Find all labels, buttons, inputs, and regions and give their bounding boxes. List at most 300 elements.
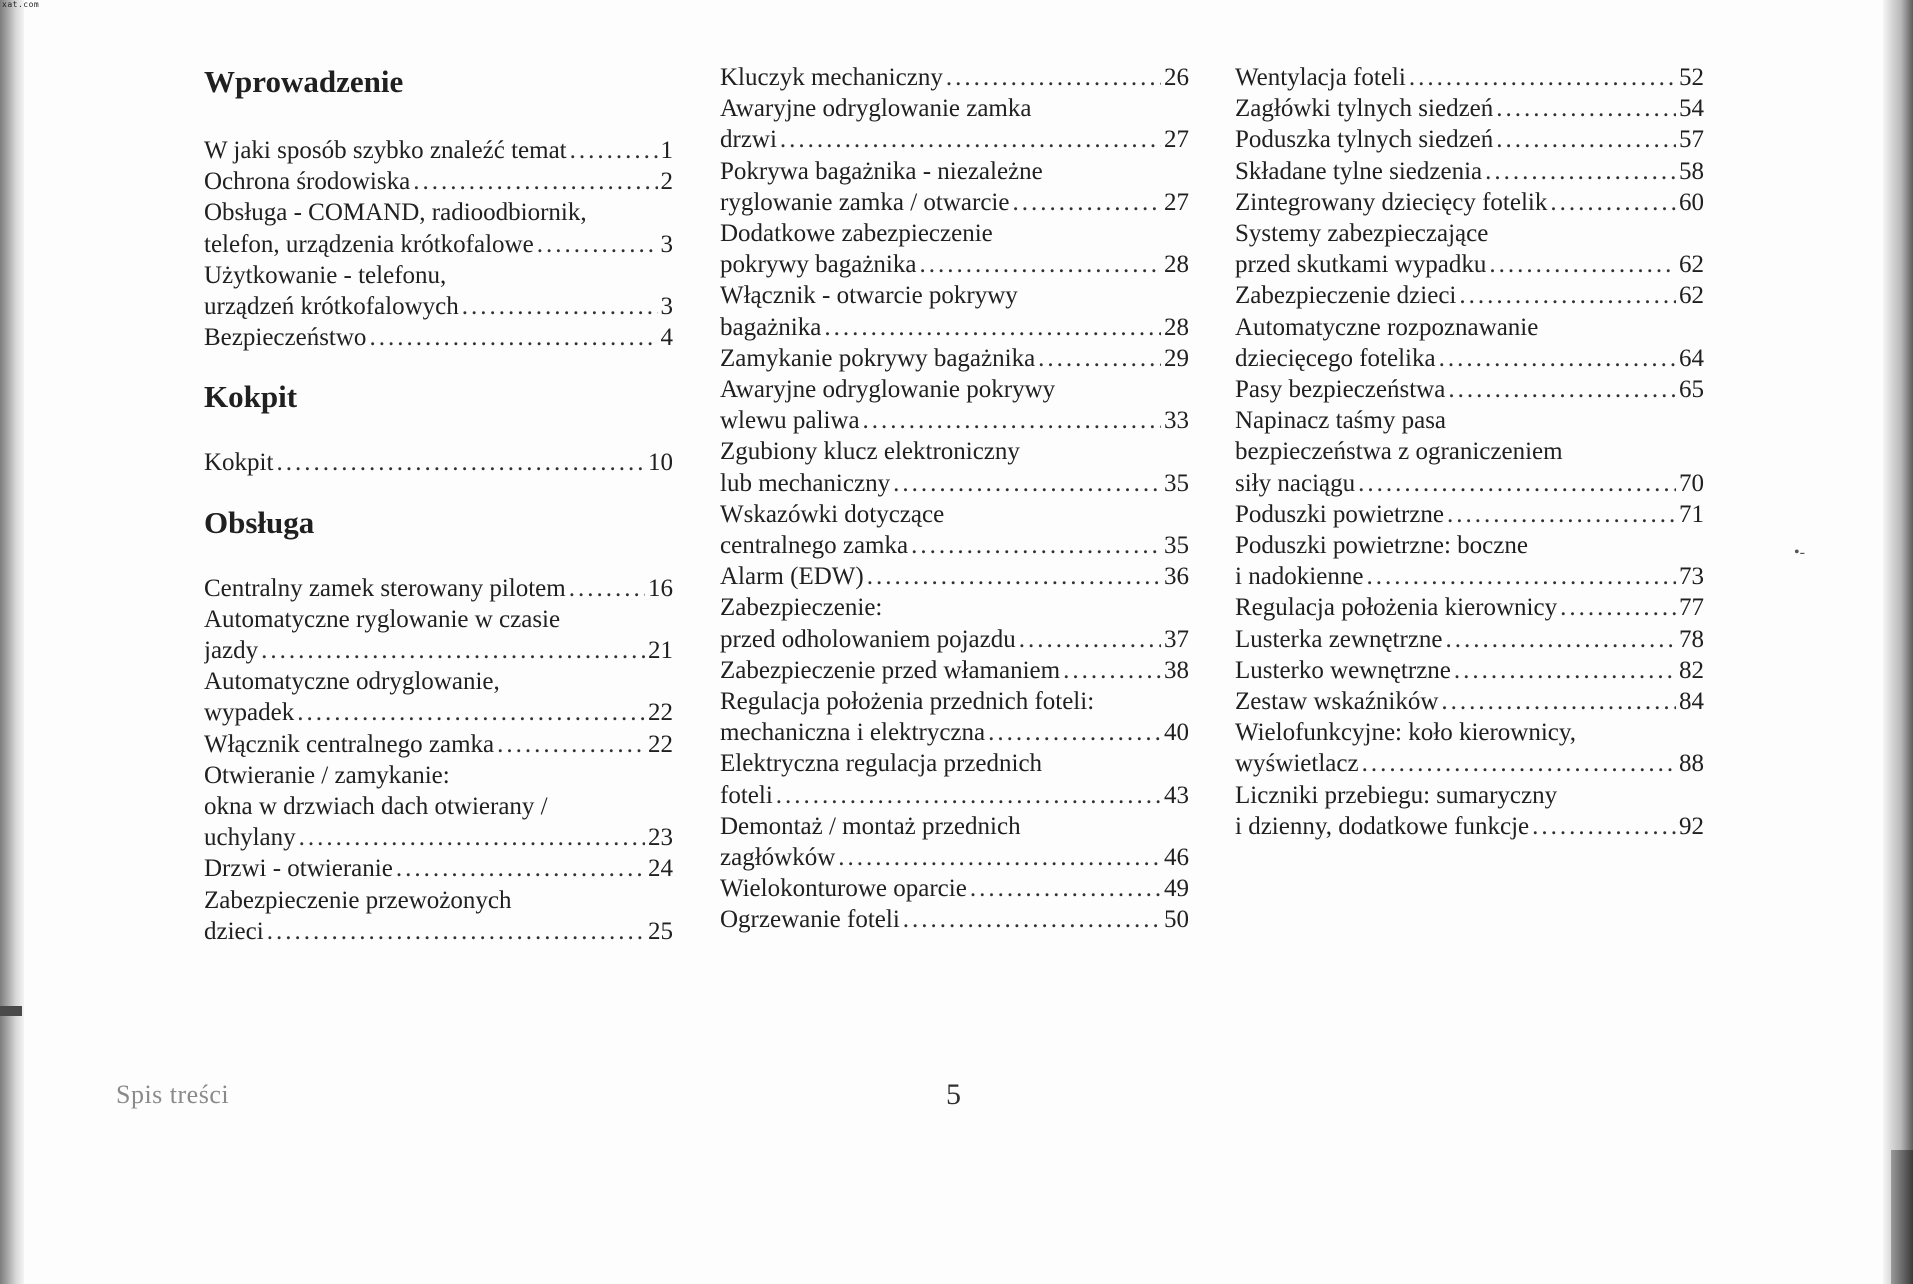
toc-entry-title: Obsługa - COMAND, radioodbiornik, xyxy=(204,199,587,227)
toc-entry[interactable] xyxy=(1235,499,1704,530)
toc-entry[interactable] xyxy=(720,218,1189,280)
toc-entry-line xyxy=(204,760,673,791)
toc-entry-title: Włącznik - otwarcie pokrywy xyxy=(720,282,1018,310)
toc-entry-line xyxy=(1235,655,1704,686)
toc-page-number: 35 xyxy=(1164,469,1189,497)
toc-entry-line xyxy=(720,592,1189,623)
toc-entry-title: Bezpieczeństwo xyxy=(204,324,367,352)
binding-mark xyxy=(0,1006,22,1016)
scan-watermark: xat.com xyxy=(2,0,40,9)
toc-column-1 xyxy=(204,62,673,947)
leader-dots xyxy=(570,135,658,166)
toc-page-number: 1 xyxy=(660,137,673,164)
leader-dots xyxy=(903,904,1161,935)
leader-dots xyxy=(1550,187,1676,218)
page-edge-shadow xyxy=(1891,1150,1913,1284)
section-heading: Wprowadzenie xyxy=(204,64,404,99)
toc-entry-line xyxy=(720,499,1189,530)
toc-page-number: 84 xyxy=(1679,688,1704,716)
toc-entry-line xyxy=(1235,374,1704,405)
toc-entry[interactable] xyxy=(1235,312,1704,374)
toc-entry-line xyxy=(720,717,1189,748)
toc-entry-title: foteli xyxy=(720,781,773,809)
toc-entry[interactable] xyxy=(720,156,1189,218)
toc-entry[interactable] xyxy=(1235,624,1704,655)
toc-entry[interactable] xyxy=(204,853,673,884)
leader-dots xyxy=(911,530,1161,561)
leader-dots xyxy=(893,468,1161,499)
section-heading: Obsługa xyxy=(204,504,315,540)
toc-entry-line xyxy=(1235,499,1704,530)
toc-entry[interactable] xyxy=(204,260,673,322)
leader-dots xyxy=(1038,343,1161,374)
toc-entry[interactable] xyxy=(720,62,1189,93)
toc-entry-title: Wskazówki dotyczące xyxy=(720,500,945,528)
toc-entry-line xyxy=(204,135,673,166)
toc-entry-line xyxy=(204,666,673,697)
toc-page-number: 71 xyxy=(1679,500,1704,528)
leader-dots xyxy=(1441,686,1676,717)
toc-entry-line xyxy=(1235,405,1704,436)
leader-dots xyxy=(1560,592,1676,623)
toc-entry-title: Regulacja położenia przednich foteli: xyxy=(720,688,1095,716)
leader-dots xyxy=(569,573,645,604)
toc-page-number: 78 xyxy=(1679,625,1704,653)
toc-entry[interactable] xyxy=(1235,187,1704,218)
toc-entry-line xyxy=(720,811,1189,842)
leader-dots xyxy=(413,166,657,197)
toc-entry-title: Napinacz taśmy pasa xyxy=(1235,407,1447,435)
section-heading: Kokpit xyxy=(204,379,298,415)
toc-entry-title: pokrywy bagażnika xyxy=(720,251,917,279)
toc-entry-title: przed skutkami wypadku xyxy=(1235,251,1487,279)
toc-entry-title: W jaki sposób szybko znaleźć temat xyxy=(204,137,567,164)
toc-entry-title: Składane tylne siedzenia xyxy=(1235,157,1483,185)
toc-page-number: 36 xyxy=(1164,563,1189,591)
toc-entry-title: Regulacja położenia kierownicy xyxy=(1235,594,1558,622)
toc-entry-title: Demontaż / montaż przednich xyxy=(720,812,1021,840)
toc-entry-line xyxy=(1235,343,1704,374)
toc-entry[interactable] xyxy=(1235,280,1704,311)
toc-column-2 xyxy=(720,62,1189,936)
toc-page-number: 2 xyxy=(660,168,673,196)
toc-entry-title: Wentylacja foteli xyxy=(1235,64,1406,91)
toc-entry-line xyxy=(204,229,673,260)
toc-entry-line xyxy=(1235,748,1704,779)
toc-entry-line xyxy=(1235,686,1704,717)
toc-entry-line xyxy=(1235,312,1704,343)
toc-page-number: 27 xyxy=(1164,188,1189,216)
leader-dots xyxy=(1489,249,1676,280)
toc-entry[interactable] xyxy=(720,904,1189,935)
toc-entry[interactable] xyxy=(204,447,673,478)
toc-page-number: 49 xyxy=(1164,875,1189,903)
toc-entry-line xyxy=(720,686,1189,717)
toc-page-number: 62 xyxy=(1679,282,1704,310)
toc-page-number: 57 xyxy=(1679,126,1704,154)
toc-entry[interactable] xyxy=(720,374,1189,436)
toc-entry-title: jazdy xyxy=(204,637,259,665)
toc-page-number: 3 xyxy=(660,230,673,258)
toc-entry-title: Pokrywa bagażnika - niezależne xyxy=(720,157,1043,185)
toc-entry-title: Zabezpieczenie: xyxy=(720,594,883,622)
toc-entry-title: dzieci xyxy=(204,917,264,945)
toc-entry-title: Zabezpieczenie dzieci xyxy=(1235,282,1457,310)
leader-dots xyxy=(824,312,1161,343)
leader-dots xyxy=(1019,624,1161,655)
toc-entry-line xyxy=(1235,249,1704,280)
toc-entry-title: bezpieczeństwa z ograniczeniem xyxy=(1235,438,1563,466)
toc-entry-line xyxy=(720,124,1189,155)
toc-entry-line xyxy=(1235,436,1704,467)
toc-entry[interactable] xyxy=(204,135,673,166)
leader-dots xyxy=(970,873,1161,904)
toc-page-number: 92 xyxy=(1679,812,1704,840)
toc-entry-line xyxy=(720,842,1189,873)
toc-entry-line xyxy=(720,436,1189,467)
toc-entry-line xyxy=(720,655,1189,686)
toc-page-number: 22 xyxy=(648,699,673,727)
toc-entry-line xyxy=(1235,561,1704,592)
toc-entry-line xyxy=(720,468,1189,499)
leader-dots xyxy=(1496,93,1676,124)
toc-entry-title: Automatyczne ryglowanie w czasie xyxy=(204,605,561,633)
toc-entry-line xyxy=(720,62,1189,93)
toc-entry-line xyxy=(1235,530,1704,561)
toc-entry[interactable] xyxy=(1235,374,1704,405)
toc-entry-title: Użytkowanie - telefonu, xyxy=(204,261,447,289)
toc-entry[interactable] xyxy=(204,760,673,854)
leader-dots xyxy=(1362,748,1676,779)
toc-entry-title: ryglowanie zamka / otwarcie xyxy=(720,188,1010,216)
toc-entry-line xyxy=(1235,624,1704,655)
toc-entry-title: Awaryjne odryglowanie zamka xyxy=(720,95,1032,123)
toc-entry-title: Zamykanie pokrywy bagażnika xyxy=(720,344,1036,372)
toc-entry[interactable] xyxy=(720,93,1189,155)
leader-dots xyxy=(1485,156,1676,187)
toc-entry-line xyxy=(1235,62,1704,93)
toc-entry[interactable] xyxy=(204,197,673,259)
toc-entry-line xyxy=(204,697,673,728)
toc-page-number: 26 xyxy=(1164,64,1189,91)
toc-entry[interactable] xyxy=(720,748,1189,810)
leader-dots xyxy=(396,853,645,884)
toc-page-number: 50 xyxy=(1164,906,1189,934)
toc-entry-line xyxy=(720,904,1189,935)
toc-entry-title: okna w drzwiach dach otwierany / xyxy=(204,793,548,821)
toc-entry-line xyxy=(720,249,1189,280)
toc-entry-line xyxy=(204,166,673,197)
toc-entry[interactable] xyxy=(1235,93,1704,124)
toc-entry-line xyxy=(204,291,673,322)
toc-page-number: 60 xyxy=(1679,188,1704,216)
toc-page-number: 58 xyxy=(1679,157,1704,185)
toc-entry[interactable] xyxy=(720,499,1189,561)
toc-entry-title: Kokpit xyxy=(204,449,274,477)
toc-entry-line xyxy=(204,791,673,822)
toc-entry-line xyxy=(720,312,1189,343)
toc-entry[interactable] xyxy=(720,811,1189,873)
toc-page-number: 21 xyxy=(648,637,673,665)
toc-entry-title: Poduszka tylnych siedzeń xyxy=(1235,126,1494,154)
toc-entry-title: przed odholowaniem pojazdu xyxy=(720,625,1016,653)
toc-entry-line xyxy=(1235,187,1704,218)
toc-entry[interactable] xyxy=(720,592,1189,654)
toc-entry-title: Zagłówki tylnych siedzeń xyxy=(1235,95,1494,123)
page-number: 5 xyxy=(946,1078,961,1111)
leader-dots xyxy=(1409,62,1676,93)
toc-entry-title: Poduszki powietrzne: boczne xyxy=(1235,532,1528,560)
toc-entry-title: Kluczyk mechaniczny xyxy=(720,64,943,91)
toc-entry-line xyxy=(1235,218,1704,249)
toc-entry-line xyxy=(204,729,673,760)
leader-dots xyxy=(1446,624,1676,655)
toc-entry-line xyxy=(204,322,673,353)
leader-dots xyxy=(1447,499,1676,530)
leader-dots xyxy=(863,405,1161,436)
toc-entry-line xyxy=(720,873,1189,904)
toc-entry-line xyxy=(720,748,1189,779)
leader-dots xyxy=(1358,468,1676,499)
toc-entry-title: Alarm (EDW) xyxy=(720,563,864,591)
toc-entry-line xyxy=(1235,93,1704,124)
toc-entry-title: Lusterko wewnętrzne xyxy=(1235,656,1451,684)
toc-entry-title: Drzwi - otwieranie xyxy=(204,855,393,883)
toc-entry[interactable] xyxy=(720,343,1189,374)
toc-entry[interactable] xyxy=(204,885,673,947)
toc-entry-line xyxy=(204,197,673,228)
toc-entry-title: Automatyczne rozpoznawanie xyxy=(1235,313,1539,341)
toc-page-number: 64 xyxy=(1679,344,1704,372)
toc-entry[interactable] xyxy=(1235,780,1704,842)
leader-dots xyxy=(1454,655,1676,686)
toc-entry-line xyxy=(204,260,673,291)
toc-page-number: 22 xyxy=(648,730,673,758)
toc-entry-title: Lusterka zewnętrzne xyxy=(1235,625,1443,653)
toc-entry[interactable] xyxy=(204,166,673,197)
toc-column-3 xyxy=(1235,62,1704,842)
toc-entry-title: Automatyczne odryglowanie, xyxy=(204,668,500,696)
toc-entry-line xyxy=(1235,124,1704,155)
toc-entry-line xyxy=(1235,468,1704,499)
leader-dots xyxy=(1439,343,1676,374)
toc-entry-title: mechaniczna i elektryczna xyxy=(720,719,986,747)
toc-entry[interactable] xyxy=(720,561,1189,592)
toc-page-number: 3 xyxy=(660,293,673,321)
toc-entry[interactable] xyxy=(1235,156,1704,187)
toc-page-number: 40 xyxy=(1164,719,1189,747)
toc-entry-line xyxy=(1235,280,1704,311)
toc-entry-title: Otwieranie / zamykanie: xyxy=(204,761,450,789)
toc-entry-line xyxy=(204,885,673,916)
toc-entry[interactable] xyxy=(1235,124,1704,155)
toc-entry-title: telefon, urządzenia krótkofalowe xyxy=(204,230,534,258)
toc-entry[interactable] xyxy=(1235,405,1704,499)
toc-page-number: 38 xyxy=(1164,656,1189,684)
toc-entry-line xyxy=(720,561,1189,592)
leader-dots xyxy=(1496,124,1676,155)
toc-page-number: 88 xyxy=(1679,750,1704,778)
toc-page-number: 27 xyxy=(1164,126,1189,154)
toc-entry-title: wlewu paliwa xyxy=(720,407,860,435)
toc-entry[interactable] xyxy=(1235,717,1704,779)
toc-entry-line xyxy=(1235,811,1704,842)
toc-entry[interactable] xyxy=(1235,592,1704,623)
toc-entry[interactable] xyxy=(720,436,1189,498)
toc-entry-line xyxy=(720,374,1189,405)
toc-entry-title: centralnego zamka xyxy=(720,532,909,560)
toc-entry-line xyxy=(204,822,673,853)
toc-entry[interactable] xyxy=(720,873,1189,904)
toc-entry-title: Zgubiony klucz elektroniczny xyxy=(720,438,1020,466)
toc-page-number: 23 xyxy=(648,824,673,852)
toc-page-number: 37 xyxy=(1164,625,1189,653)
toc-entry-line xyxy=(720,405,1189,436)
toc-page-number: 24 xyxy=(648,855,673,883)
toc-entry-line xyxy=(204,573,673,604)
toc-entry-line xyxy=(720,343,1189,374)
toc-page-number: 46 xyxy=(1164,844,1189,872)
leader-dots xyxy=(267,916,645,947)
toc-entry-title: wypadek xyxy=(204,699,295,727)
toc-entry-line xyxy=(1235,717,1704,748)
toc-entry-line xyxy=(720,218,1189,249)
leader-dots xyxy=(1063,655,1161,686)
leader-dots xyxy=(838,842,1161,873)
toc-page-number: 77 xyxy=(1679,594,1704,622)
toc-entry-line xyxy=(720,187,1189,218)
toc-page-number: 73 xyxy=(1679,563,1704,591)
scan-artifact: •- xyxy=(1794,544,1805,561)
toc-entry-line xyxy=(720,156,1189,187)
toc-page-number: 43 xyxy=(1164,781,1189,809)
toc-entry-title: Włącznik centralnego zamka xyxy=(204,730,495,758)
toc-entry-line xyxy=(1235,592,1704,623)
toc-entry[interactable] xyxy=(1235,530,1704,592)
toc-entry-line xyxy=(204,916,673,947)
toc-entry-title: Zintegrowany dziecięcy fotelik xyxy=(1235,188,1548,216)
leader-dots xyxy=(276,447,645,478)
leader-dots xyxy=(261,635,645,666)
leader-dots xyxy=(867,561,1161,592)
leader-dots xyxy=(1532,811,1676,842)
toc-page-number: 70 xyxy=(1679,469,1704,497)
toc-entry-title: Systemy zabezpieczające xyxy=(1235,220,1489,248)
toc-entry[interactable] xyxy=(1235,218,1704,280)
toc-entry-title: Pasy bezpieczeństwa xyxy=(1235,376,1446,404)
leader-dots xyxy=(1012,187,1161,218)
toc-entry-title: Ochrona środowiska xyxy=(204,168,411,196)
toc-entry-line xyxy=(204,447,673,478)
toc-entry-line xyxy=(720,624,1189,655)
leader-dots xyxy=(1448,374,1676,405)
toc-entry-title: dziecięcego fotelika xyxy=(1235,344,1436,372)
toc-entry-title: i nadokienne xyxy=(1235,563,1364,591)
leader-dots xyxy=(780,124,1161,155)
leader-dots xyxy=(299,822,645,853)
toc-page-number: 54 xyxy=(1679,95,1704,123)
toc-entry[interactable] xyxy=(1235,686,1704,717)
leader-dots xyxy=(297,697,645,728)
toc-entry-title: Liczniki przebiegu: sumaryczny xyxy=(1235,781,1558,809)
leader-dots xyxy=(919,249,1161,280)
toc-entry-title: wyświetlacz xyxy=(1235,750,1359,778)
leader-dots xyxy=(1459,280,1676,311)
toc-entry[interactable] xyxy=(204,604,673,666)
leader-dots xyxy=(946,62,1161,93)
leader-dots xyxy=(497,729,645,760)
toc-entry-line xyxy=(720,93,1189,124)
toc-page-number: 25 xyxy=(648,917,673,945)
toc-entry-title: Poduszki powietrzne xyxy=(1235,500,1444,528)
binding-shadow xyxy=(0,0,24,1284)
toc-entry[interactable] xyxy=(1235,655,1704,686)
toc-entry-line xyxy=(720,780,1189,811)
toc-entry-title: urządzeń krótkofalowych xyxy=(204,293,459,321)
toc-page-number: 4 xyxy=(660,324,673,352)
leader-dots xyxy=(776,780,1161,811)
toc-page-number: 65 xyxy=(1679,376,1704,404)
toc-entry-title: Awaryjne odryglowanie pokrywy xyxy=(720,376,1056,404)
toc-entry[interactable] xyxy=(204,573,673,604)
toc-entry-title: lub mechaniczny xyxy=(720,469,891,497)
toc-entry[interactable] xyxy=(720,686,1189,748)
toc-entry-title: Zabezpieczenie przed włamaniem xyxy=(720,656,1061,684)
footer-section-label: Spis treści xyxy=(116,1080,230,1109)
toc-entry-title: Dodatkowe zabezpieczenie xyxy=(720,220,993,248)
page-edge xyxy=(1883,0,1913,1284)
toc-entry-line xyxy=(1235,156,1704,187)
toc-entry-title: Wielofunkcyjne: koło kierownicy, xyxy=(1235,719,1577,747)
toc-page-number: 28 xyxy=(1164,251,1189,279)
leader-dots xyxy=(988,717,1161,748)
leader-dots xyxy=(462,291,658,322)
toc-page-number: 16 xyxy=(648,574,673,602)
toc-entry-title: siły naciągu xyxy=(1235,469,1356,497)
toc-page-number: 52 xyxy=(1679,64,1704,91)
toc-entry-line xyxy=(720,280,1189,311)
toc-entry[interactable] xyxy=(204,666,673,728)
toc-entry-title: Wielokonturowe oparcie xyxy=(720,875,967,903)
leader-dots xyxy=(537,229,658,260)
toc-entry[interactable] xyxy=(204,322,673,353)
toc-entry-line xyxy=(204,604,673,635)
toc-entry-title: uchylany xyxy=(204,824,296,852)
toc-entry[interactable] xyxy=(720,280,1189,342)
toc-page-number: 62 xyxy=(1679,251,1704,279)
toc-entry-title: Ogrzewanie foteli xyxy=(720,906,900,934)
toc-entry-line xyxy=(720,530,1189,561)
toc-entry-line xyxy=(204,853,673,884)
toc-entry[interactable] xyxy=(720,655,1189,686)
toc-entry-title: i dzienny, dodatkowe funkcje xyxy=(1235,812,1530,840)
toc-entry-line xyxy=(204,635,673,666)
toc-entry[interactable] xyxy=(1235,62,1704,93)
toc-entry-title: Elektryczna regulacja przednich xyxy=(720,750,1043,778)
toc-page-number: 82 xyxy=(1679,656,1704,684)
toc-entry-title: zagłówków xyxy=(720,844,836,872)
toc-entry-title: Zestaw wskaźników xyxy=(1235,688,1439,716)
toc-entry-title: Zabezpieczenie przewożonych xyxy=(204,886,512,914)
toc-entry-title: Centralny zamek sterowany pilotem xyxy=(204,574,566,602)
toc-entry-line xyxy=(1235,780,1704,811)
toc-page-number: 28 xyxy=(1164,313,1189,341)
toc-entry[interactable] xyxy=(204,729,673,760)
leader-dots xyxy=(369,322,657,353)
toc-page-number: 35 xyxy=(1164,532,1189,560)
toc-page-number: 10 xyxy=(648,449,673,477)
toc-page-number: 33 xyxy=(1164,407,1189,435)
